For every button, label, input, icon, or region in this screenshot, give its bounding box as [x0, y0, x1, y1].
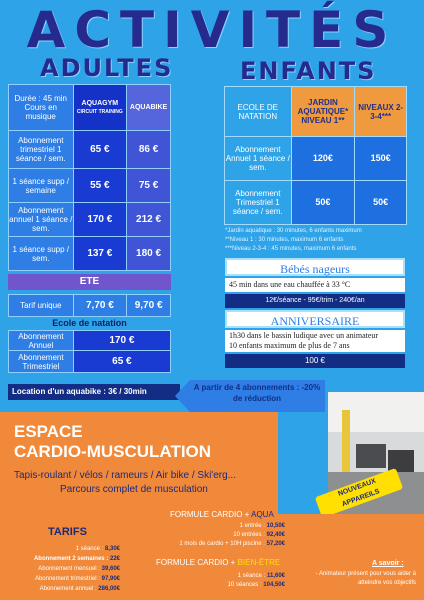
enfants-header-label: ECOLE DE NATATION: [225, 87, 292, 137]
formule-aqua-list: 1 entrée : 10,50€ 10 entrées : 92,40€ 1 mois de cardio + 10H piscine : 57,20€: [179, 523, 285, 547]
location-banner: Location d'un aquabike : 3€ / 30min: [8, 384, 180, 400]
header-aquabike: AQUABIKE: [127, 85, 171, 131]
anniversaire-desc: 1h30 dans le bassin ludique avec un animateur 10 enfants maximum de plus de 7 ans: [225, 330, 405, 352]
header-aquagym: AQUAGYM CIRCUIT TRAINING: [73, 85, 127, 131]
promo-text: A partir de 4 abonnements : -20% de réduction: [193, 383, 321, 403]
table-row: Abonnement trimestriel 1 séance / sem. 65 € 86 €: [9, 131, 171, 169]
cardio-desc-2: Parcours complet de musculation: [60, 484, 208, 495]
table-row: Abonnement Trimestriel 1 séance / sem. 50€ 50€: [225, 181, 407, 225]
table-row: Abonnement annuel 1 séance / sem. 170 € 212 €: [9, 203, 171, 237]
enfants-notes: *Jardin aquatique : 30 minutes, 6 enfants maximum **Niveau 1 : 30 minutes, maximum 6 enfants ***Niveau 2-3-4 : 45 minutes, maximum 6 enfants: [225, 228, 362, 252]
formule-aqua-title: FORMULE CARDIO + AQUA: [170, 510, 274, 519]
header-jardin: JARDIN AQUATIQUE* NIVEAU 1**: [291, 87, 355, 137]
anniversaire-heading: ANNIVERSAIRE: [225, 310, 405, 328]
table-row: 1 séance supp / sem. 137 € 180 €: [9, 237, 171, 271]
adultes-table: [8, 84, 171, 271]
ecole-adulte-heading: Ecole de natation: [52, 318, 127, 328]
savoir-text: - Animateur présent pour vous aider à atteindre vos objectifs: [315, 571, 416, 586]
ete-table: Tarif unique 7,70 € 9,70 €: [8, 294, 171, 317]
ecole-adulte-table: Abonnement Annuel 170 € Abonnement Trimestriel 65 €: [8, 330, 171, 373]
page-title: ACTIVITÉS: [26, 1, 398, 59]
table-row: 1 séance supp / semaine 55 € 75 €: [9, 169, 171, 203]
header-niveaux: NIVEAUX 2-3-4***: [355, 87, 407, 137]
formule-bien-title: FORMULE CARDIO + BIEN-ÊTRE: [156, 558, 281, 567]
cardio-title-1: ESPACE: [14, 422, 83, 441]
cardio-desc-1: Tapis-roulant / vélos / rameurs / Air bike / Ski'erg...: [14, 470, 236, 481]
anniversaire-prix: 100 €: [225, 354, 405, 368]
savoir-title: A savoir :: [372, 560, 404, 567]
tarifs-heading: TARIFS: [48, 526, 87, 538]
table-row: Abonnement Annuel 1 séance / sem. 120€ 150€: [225, 137, 407, 181]
enfants-heading: ENFANTS: [240, 57, 377, 85]
formule-bien-list: 1 séance : 11,60€ 10 séances : 104,50€: [227, 573, 285, 588]
ete-label: ETE: [8, 274, 171, 290]
nouveaux-badge: NOUVEAUX APPAREILS: [315, 468, 403, 518]
header-label: Durée : 45 min Cours en musique: [9, 85, 74, 131]
tarifs-list: 1 séance : 8,30€ Abonnement 2 semaines : 22€ Abonnement mensuel : 39,60€ Abonnement trimestriel : 97,90€ Abonnement annuel : 286,00€: [33, 546, 120, 592]
bebes-heading: Bébés nageurs: [225, 258, 405, 276]
enfants-table: [224, 86, 407, 225]
bebes-desc: 45 min dans une eau chauffée à 33 °C: [225, 278, 405, 292]
bebes-prix: 12€/séance - 95€/trim - 240€/an: [225, 294, 405, 308]
cardio-title-2: CARDIO-MUSCULATION: [14, 442, 212, 461]
adultes-heading: ADULTES: [40, 54, 174, 82]
